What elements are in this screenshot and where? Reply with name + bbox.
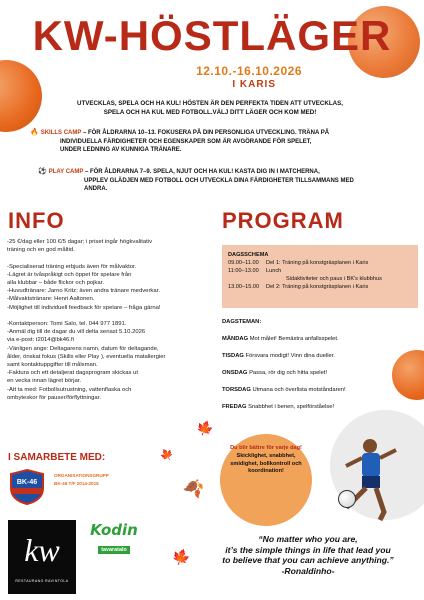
info-line: -Lägret är tvåspråkigt och öppet för spelare från [7, 271, 132, 278]
schedule-row [228, 275, 412, 283]
schedule-heading: DAGSSCHEMA [228, 252, 269, 258]
camp-text: – FÖR ÅLDRARNA 7–9. SPELA, NJUT OCH HA KUL! KASTA DIG IN I MATCHERNA, [83, 169, 320, 175]
leaf-icon: 🍁 [169, 546, 193, 569]
quote-line: to believe that you can achieve anything.” [222, 555, 394, 566]
kodin-tavaratalo-logo [88, 522, 140, 552]
skills-bubble [220, 434, 312, 526]
kw-logo-subtext: RESTAURANG RAVINTOLA [15, 579, 69, 583]
theme-text: Passa, rör dig och hitta spelet! [247, 370, 328, 376]
camp-text: – FÖR ÅLDRARNA 10–13. FOKUSERA PÅ DIN PERSONLIGA UTVECKLING. TRÄNA PÅ [81, 130, 330, 136]
theme-item [222, 352, 417, 360]
bk46-logo [8, 468, 46, 506]
camp-name: PLAY CAMP [48, 169, 84, 175]
football-icon: ⚽ [38, 168, 47, 175]
bubble-line: Du blir bättre för varje dag! [230, 445, 302, 451]
camp-text: INDIVIDUELLA FÄRDIGHETER OCH EGENSKAPER SOM ÄR AVGÖRANDE FÖR SPELET, [60, 138, 312, 145]
theme-day: TISDAG [222, 353, 244, 359]
schedule-desc: Del 2: Träning på konstgräsplanen i Karis [266, 284, 369, 290]
intro-line: UTVECKLAS, SPELA OCH HA KUL! HÖSTEN ÄR DEN PERFEKTA TIDEN ATT UTVECKLAS, [77, 100, 343, 107]
theme-day: FREDAG [222, 404, 247, 410]
schedule-time: 11:00–13.00 [228, 268, 259, 274]
schedule-desc: Sidaktiviteter och paus i BK's klubbhus [286, 276, 382, 282]
camp-dates: 12.10.-16.10.2026 [196, 64, 302, 78]
page-title: KW-HÖSTLÄGER [32, 12, 392, 59]
info-line [7, 254, 207, 262]
info-line: alla klubbar – både flickor och pojkar. [7, 280, 104, 286]
schedule-desc: Del 1: Träning på konstgräsplanen i Karis [266, 260, 369, 266]
theme-text: Utmana och överlista motståndaren! [250, 387, 346, 393]
theme-text: Snabbhet i benen, spelförståelse! [246, 404, 335, 410]
kw-restaurant-logo [8, 520, 76, 594]
theme-day: MÅNDAG [222, 336, 249, 342]
player-illustration [318, 436, 408, 532]
leaf-icon: 🍂 [181, 477, 207, 500]
info-line: ålder, önskat fokus (Skills eller Play ), eventuella matallergier [7, 353, 166, 360]
org-label: ORGANISATIONSGRUPP [54, 473, 109, 478]
camp-text: UPPLEV GLÄDJEN MED FOTBOLL OCH UTVECKLA DINA FÄRDIGHETER TILLSAMMANS MED ANDRA. [84, 177, 354, 192]
schedule-row [228, 267, 412, 275]
bk46-logo-text: BK-46 [16, 479, 38, 486]
fire-icon: 🔥 [30, 129, 39, 136]
intro-line: SPELA OCH HA KUL MED FOTBOLL.VÄLJ DITT LÄGER OCH KOM MED! [103, 109, 317, 116]
info-line: -Specialiserad träning erbjuds även för målvaktor. [7, 263, 137, 270]
leaf-icon: 🍁 [193, 417, 216, 439]
bubble-line: smidighet, bollkontroll och [230, 460, 302, 467]
info-line: ombyteskor för pauser/förflyttningar. [7, 394, 101, 401]
schedule-desc: Lunch [266, 268, 282, 274]
info-line: träning och en god måltid. [7, 247, 75, 254]
info-line: -Att ta med: Fotbollsutrustning, vattenflaska och [7, 386, 132, 393]
football-decoration-left [0, 60, 42, 132]
info-line: en vecka innan lägret börjar. [7, 378, 82, 385]
daily-schedule-box [222, 245, 418, 308]
info-line: -Vänligen ange: Deltagarens namn, datum för deltagande, [7, 345, 159, 352]
info-list [7, 238, 207, 402]
info-line: -Huvudtränare: Jarno Kritz; även andra tränare medverkar. [7, 288, 160, 295]
org-team: BK-46 T/F 2014-2015 [54, 481, 99, 486]
daily-themes [222, 318, 417, 420]
info-line: -Anmäl dig till de dagar du vill delta senast 5.10.2026 [7, 329, 146, 336]
kodin-logo-subtext: tavaratalo [98, 546, 129, 554]
program-heading: PROGRAM [222, 208, 344, 233]
intro-text [60, 99, 360, 117]
theme-text: Försvara modigt! Vinn dina dueller. [243, 353, 335, 359]
info-heading: INFO [8, 208, 65, 233]
theme-item [222, 369, 417, 377]
info-line: -25 €/dag eller 100 €/5 dagar; i priset ingår högkvalitativ [7, 239, 153, 245]
bubble-line: koordination! [248, 468, 284, 475]
skills-camp-description [30, 129, 360, 155]
info-line: samt kontaktuppgifter till målsman. [7, 362, 98, 369]
info-line: -Kontaktperson: Tomi Salo, tel. 044 977 1891. [7, 321, 127, 327]
theme-item [222, 386, 417, 394]
theme-day: TORSDAG [222, 387, 251, 393]
themes-heading: DAGSTEMAN: [222, 319, 262, 325]
bubble-line: Skicklighet, snabbhet, [236, 452, 296, 459]
info-line [7, 312, 207, 320]
quote-line: it’s the simple things in life that lead you [225, 544, 391, 555]
schedule-time [228, 275, 266, 283]
theme-text: Mot målet! Bemästra anfallsspelet. [248, 336, 339, 342]
kodin-logo-text: Kodin [90, 521, 138, 539]
football-icon-small [338, 490, 356, 508]
info-line: via e-post: t2014@bk46.fi [7, 337, 74, 344]
ronaldinho-quote [195, 534, 421, 576]
schedule-row [228, 283, 412, 291]
theme-item [222, 403, 417, 411]
camp-location: I KARIS [232, 79, 276, 90]
theme-day: ONSDAG [222, 370, 248, 376]
play-camp-description [38, 168, 378, 194]
info-line: -Möjlighet till individuell feedback för spelare – fråga gärna! [7, 304, 161, 311]
info-line: -Målvaktstränare: Henri Aaltonen. [7, 296, 95, 303]
schedule-row [228, 259, 412, 267]
info-line: -Faktura och ett detaljerat dagsprogram skickas ut [7, 370, 138, 377]
schedule-time: 09.00–11.00 [228, 260, 259, 266]
organisation-group [54, 472, 109, 488]
partners-heading: I SAMARBETE MED: [8, 452, 106, 463]
theme-item [222, 335, 417, 343]
quote-author: -Ronaldinho- [281, 565, 335, 576]
kw-logo-text: kw [24, 532, 60, 568]
schedule-time: 13.00–15.00 [228, 284, 260, 290]
camp-text: UNDER LEDNING AV KUNNIGA TRÄNARE. [60, 147, 182, 153]
quote-line: “No matter who you are, [258, 534, 358, 544]
camp-name: SKILLS CAMP [40, 130, 82, 136]
leaf-icon: 🍁 [158, 446, 177, 464]
